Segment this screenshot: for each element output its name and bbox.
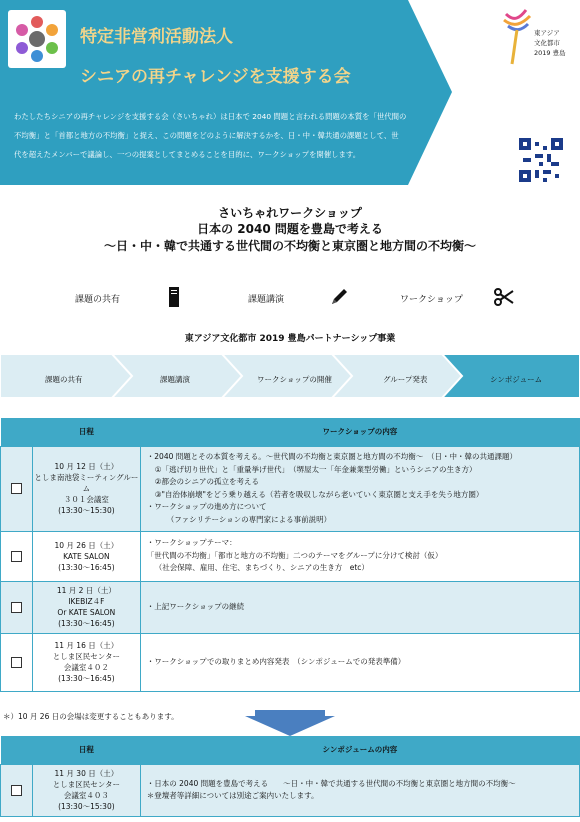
table-row <box>1 633 580 691</box>
session-checkbox[interactable] <box>11 602 22 613</box>
intro-line: 代を超えたメンバーで議論し、一つの提案としてまとめることを目的に、ワークショップを開催します。 <box>14 150 361 159</box>
org-name: シニアの再チャレンジを支援する会 <box>80 67 351 87</box>
table-row <box>1 581 580 633</box>
session-content: ・日本の 2040 問題を豊島で考える ～日・中・韓で共通する世代間の不均衡と東京圏と地方間の不均衡～ ＊登壇者等詳細については別途ご案内いたします。 <box>140 764 579 816</box>
scissors-icon <box>493 286 515 308</box>
intro-line: 不均衡」と「首都と地方の不均衡」と捉え、この問題をどのように解決するかを、日・中・韓共通の課題として、世 <box>14 131 399 140</box>
date-header: 日程 <box>32 418 140 446</box>
city-logo-line: 文化都市 <box>534 39 560 47</box>
intro-text <box>14 107 424 164</box>
session-content: ・上記ワークショップの継続 <box>140 581 579 633</box>
checkbox-header <box>1 736 33 764</box>
session-date: 10 月 26 日（土） KATE SALON (13:30～16:45) <box>32 531 140 581</box>
flow-step: 課題の共有 <box>45 375 83 384</box>
workshop-table <box>0 418 580 692</box>
session-date: 10 月 12 日（土） としま南池袋ミーティングルーム ３０１会議室 (13:30～15:30) <box>32 446 140 531</box>
step-label: 課題講演 <box>248 295 285 305</box>
event-theme: ～日・中・韓で共通する世代間の不均衡と東京圏と地方間の不均衡～ <box>103 239 476 253</box>
table-row <box>1 531 580 581</box>
session-content: ・ワークショップでの取りまとめ内容発表 （シンポジュームでの発表準備） <box>140 633 579 691</box>
table-row <box>1 764 580 816</box>
down-arrow-icon <box>245 710 335 736</box>
session-content: ・2040 問題とその本質を考える。～世代間の不均衡と東京圏と地方間の不均衡～ （日・中・韓の共通課題） ①「逃げ切り世代」と「重量挙げ世代」 （堺屋太一「年金兼業型労働」というシニアの生き方） ②都会のシニアの孤立を考える ③"自治体崩壊"をどう乗り越える（若者を吸収しながら老いていく東京圏と支え手を失う地方圏） ・ワークショップの進め方について （ファシリテーションの専門家による事前説明） <box>140 446 579 531</box>
event-subtitle: 日本の 2040 問題を豊島で考える <box>197 222 383 236</box>
flow-step: 課題講演 <box>160 375 190 384</box>
date-header: 日程 <box>32 736 140 764</box>
document-icon <box>163 286 185 308</box>
culture-city-emblem <box>500 8 534 68</box>
session-content: ・ワークショップテーマ： 「世代間の不均衡」「都市と地方の不均衡」二つのテーマをグループに分けて検討（仮） （社会保障、雇用、住宅、まちづくり、シニアの生き方 etc） <box>140 531 579 581</box>
session-checkbox[interactable] <box>11 483 22 494</box>
step-label: ワークショップ <box>400 295 463 305</box>
session-checkbox[interactable] <box>11 551 22 562</box>
session-date: 11 月 30 日（土） としま区民センター 会議室４０３ (13:30～15:30) <box>32 764 140 816</box>
org-logo <box>8 10 66 68</box>
org-type-label: 特定非営利活動法人 <box>80 27 233 47</box>
step-label: 課題の共有 <box>75 295 121 305</box>
session-checkbox[interactable] <box>11 785 22 796</box>
intro-line: わたしたちシニアの再チャレンジを支援する会（さいちゃれ）は日本で 2040 問題と言われる問題の本質を「世代間の <box>14 112 407 121</box>
header-banner <box>0 0 580 185</box>
culture-city-logo <box>500 8 572 72</box>
pencil-icon <box>328 286 350 308</box>
qr-code[interactable] <box>519 138 563 182</box>
venue-note: ＊）10 月 26 日の会場は変更することもあります。 <box>3 712 179 721</box>
flow-step: グループ発表 <box>383 375 428 384</box>
content-header: シンポジュームの内容 <box>140 736 579 764</box>
table-row <box>1 446 580 531</box>
flow-step: ワークショップの開催 <box>257 375 332 384</box>
checkbox-header <box>1 418 33 446</box>
session-date: 11 月 16 日（土） としま区民センター 会議室４０２ (13:30～16:45) <box>32 633 140 691</box>
session-date: 11 月 2 日（土） IKEBIZ４F Or KATE SALON (13:30～16:45) <box>32 581 140 633</box>
city-logo-line: 東アジア <box>534 29 560 37</box>
event-title: さいちゃれワークショップ <box>218 206 362 220</box>
content-header: ワークショップの内容 <box>140 418 579 446</box>
city-logo-line: 2019 豊島 <box>534 49 566 57</box>
symposium-table <box>0 736 580 817</box>
flow-step: シンポジューム <box>490 375 543 384</box>
session-checkbox[interactable] <box>11 657 22 668</box>
partnership-label: 東アジア文化都市 2019 豊島パートナーシップ事業 <box>184 334 396 344</box>
